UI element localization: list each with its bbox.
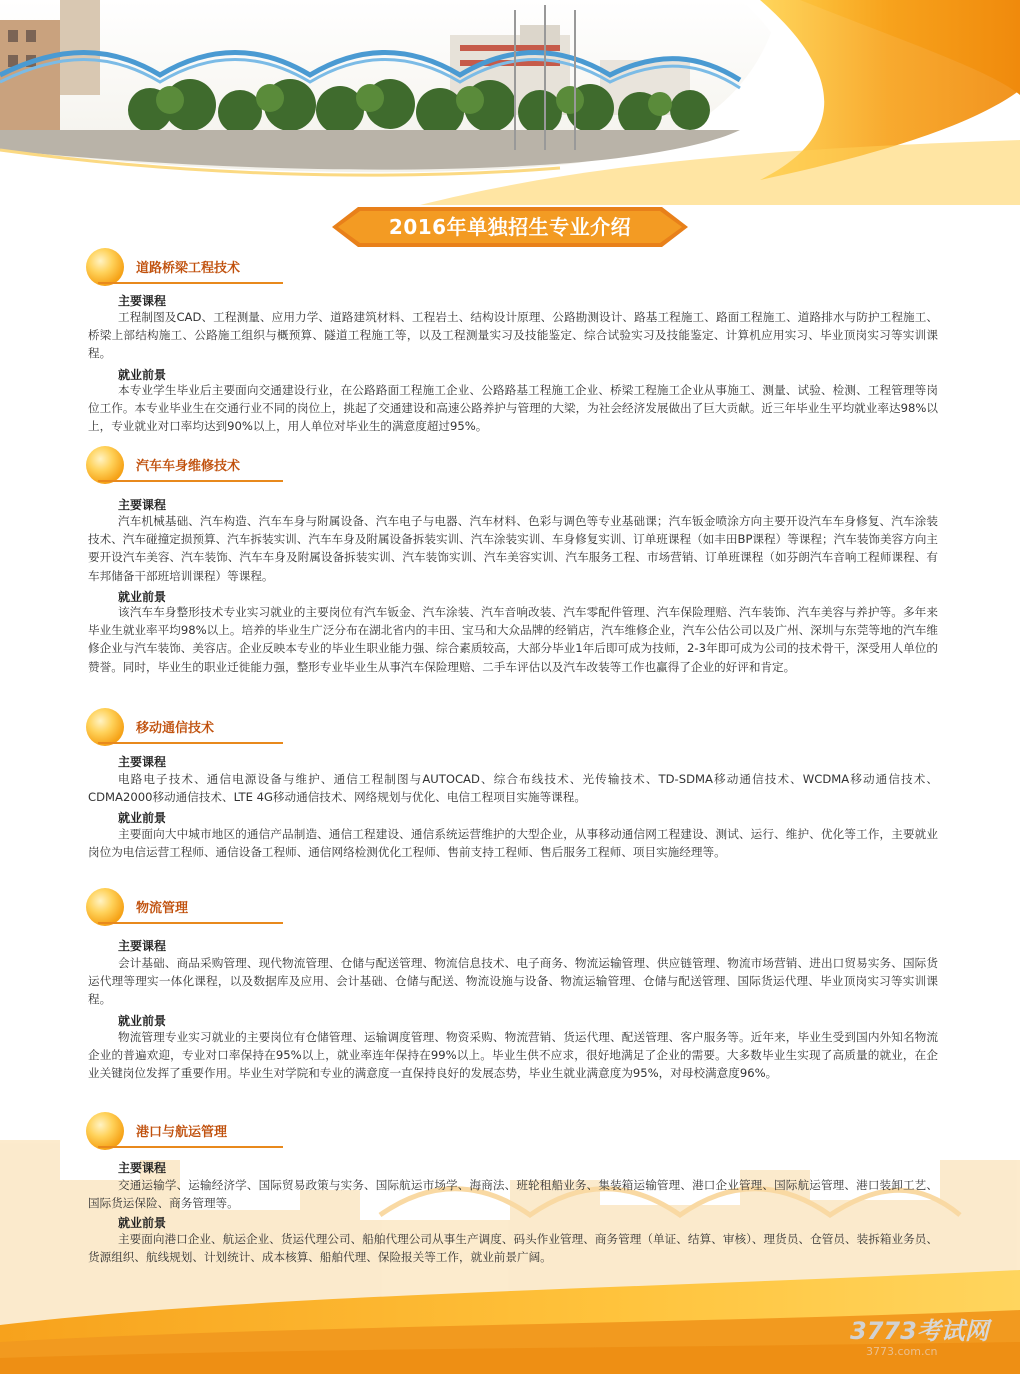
- section-logistics: [0, 888, 1020, 1108]
- courses-text: 会计基础、商品采购管理、现代物流管理、仓储与配送管理、物流信息技术、电子商务、物流运输管理、供应链管理、物流市场营销、进出口贸易实务、国际货运代理等理实一体化课程，以及数据库及应用、会计基础、仓储与配送、物流设施与设备、物流运输管理、仓储与配送管理、国际货运代理、毕业顶岗实习等实训课程。: [88, 956, 938, 1007]
- section-underline: [98, 282, 283, 284]
- prospects-label: 就业前景: [118, 368, 167, 382]
- watermark-logo-num: 3773: [850, 1317, 917, 1345]
- prospects-label: 就业前景: [118, 811, 167, 825]
- section-title: 移动通信技术: [136, 721, 215, 736]
- prospects-text: 物流管理专业实习就业的主要岗位有仓储管理、运输调度管理、物资采购、物流营销、货运代理、配送管理、客户服务等。近年来，毕业生受到国内外知名物流企业的普遍欢迎，专业对口率保持在95%以上，就业率连年保持在99%以上。毕业生供不应求，很好地满足了企业的需要。大多数毕业生实现了高质量的就业，在企业关键岗位发挥了重要作用。毕业生对学院和专业的满意度一直保持良好的发展态势，毕业生就业满意度为95%，对母校满意度96%。: [88, 1030, 938, 1081]
- section-underline: [98, 480, 283, 482]
- prospects-text: 主要面向大中城市地区的通信产品制造、通信工程建设、通信系统运营维护的大型企业，从事移动通信网工程建设、测试、运行、维护、优化等工作，主要就业岗位为电信运营工程师、通信设备工程师、通信网络检测优化工程师、售前支持工程师、售后服务工程师、项目实施经理等。: [88, 827, 938, 860]
- section-port-shipping: [0, 1112, 1020, 1282]
- section-underline: [98, 1146, 283, 1148]
- watermark-logo: [850, 1311, 989, 1346]
- section-auto-body: [0, 446, 1020, 706]
- courses-label: 主要课程: [118, 755, 167, 769]
- prospects-text: 主要面向港口企业、航运企业、货运代理公司、船舶代理公司从事生产调度、码头作业管理、商务管理（单证、结算、审核）、理货员、仓管员、装拆箱业务员、货源组织、航线规划、计划统计、成本核算、船舶代理、保险报关等工作，就业前景广阔。: [88, 1232, 938, 1265]
- section-mobile-comm: [0, 708, 1020, 883]
- orange-ball-icon: [86, 708, 124, 746]
- section-title: 道路桥梁工程技术: [136, 261, 241, 276]
- section-road-bridge: [0, 248, 1020, 438]
- watermark-logo-text: 考试网: [916, 1317, 989, 1345]
- prospects-text: 该汽车车身整形技术专业实习就业的主要岗位有汽车钣金、汽车涂装、汽车音响改装、汽车零配件管理、汽车保险理赔、汽车装饰、汽车美容与养护等。多年来毕业生就业率平均98%以上。培养的毕业生广泛分布在湖北省内的丰田、宝马和大众品牌的经销店，汽车维修企业，汽车公估公司以及广州、深圳与东莞等地的汽车维修企业与汽车装饰、美容店。企业反映本专业的毕业生职业能力强、综合素质较高，大部分毕业1年后即可成为技师，2-3年即可成为公司的技术骨干，深受用人单位的赞誉。同时，毕业生的职业迁徙能力强，整形专业毕业生从事汽车保险理赔、二手车评估以及汽车改装等工作也赢得了企业的好评和肯定。: [88, 605, 938, 674]
- prospects-label: 就业前景: [118, 1014, 167, 1028]
- section-underline: [98, 922, 283, 924]
- prospects-text: 本专业学生毕业后主要面向交通建设行业，在公路路面工程施工企业、公路路基工程施工企业、桥梁工程施工企业从事施工、测量、试验、检测、工程管理等岗位工作。本专业毕业生在交通行业不同的岗位上，挑起了交通建设和高速公路养护与管理的大梁，为社会经济发展做出了巨大贡献。近三年毕业生平均就业率达98%以上，专业就业对口率均达到90%以上，用人单位对毕业生的满意度超过95%。: [88, 383, 938, 434]
- orange-ball-icon: [86, 248, 124, 286]
- courses-label: 主要课程: [118, 1161, 167, 1175]
- page-title-banner: [332, 205, 688, 249]
- courses-text: 工程制图及CAD、工程测量、应用力学、道路建筑材料、工程岩土、结构设计原理、公路勘测设计、路基工程施工、路面工程施工、道路排水与防护工程施工、桥梁上部结构施工、公路施工组织与概预算、隧道工程施工等，以及工程测量实习及技能鉴定、综合试验实习及技能鉴定、计算机应用实习、毕业顶岗实习等实训课程。: [88, 310, 938, 361]
- orange-ball-icon: [86, 446, 124, 484]
- section-title: 港口与航运管理: [136, 1125, 228, 1140]
- campus-photo: [0, 0, 1020, 205]
- section-underline: [98, 742, 283, 744]
- orange-ball-icon: [86, 1112, 124, 1150]
- page-title: 2016年单独招生专业介绍: [388, 215, 632, 239]
- courses-label: 主要课程: [118, 939, 167, 953]
- courses-text: 电路电子技术、通信电源设备与维护、通信工程制图与AUTOCAD、综合布线技术、光传输技术、TD-SDMA移动通信技术、WCDMA移动通信技术、CDMA2000移动通信技术、LTE 4G移动通信技术、网络规划与优化、电信工程项目实施等课程。: [88, 772, 938, 805]
- orange-ball-icon: [86, 888, 124, 926]
- courses-text: 汽车机械基础、汽车构造、汽车车身与附属设备、汽车电子与电器、汽车材料、色彩与调色等专业基础课；汽车钣金喷涂方向主要开设汽车车身修复、汽车涂装技术、汽车碰撞定损预算、汽车拆装实训、汽车车身及附属设备拆装实训、汽车涂装实训、车身修复实训、订单班课程（如丰田BP课程）等课程；汽车装饰美容方向主要开设汽车美容、汽车装饰、汽车车身及附属设备拆装实训、汽车装饰实训、汽车美容实训、汽车服务工程、市场营销、订单班课程（如芬朗汽车音响工程师课程、有车邦储备干部班培训课程）等课程。: [88, 514, 938, 583]
- watermark-url: 3773.com.cn: [866, 1345, 938, 1358]
- courses-text: 交通运输学、运输经济学、国际贸易政策与实务、国际航运市场学、海商法、班轮租船业务、集装箱运输管理、港口企业管理、国际航运管理、港口装卸工艺、国际货运保险、商务管理等。: [88, 1178, 938, 1211]
- section-title: 汽车车身维修技术: [136, 459, 241, 474]
- section-title: 物流管理: [136, 901, 189, 916]
- courses-label: 主要课程: [118, 498, 167, 512]
- prospects-label: 就业前景: [118, 590, 167, 604]
- prospects-label: 就业前景: [118, 1216, 167, 1230]
- courses-label: 主要课程: [118, 294, 167, 308]
- header-banner: [0, 0, 1020, 205]
